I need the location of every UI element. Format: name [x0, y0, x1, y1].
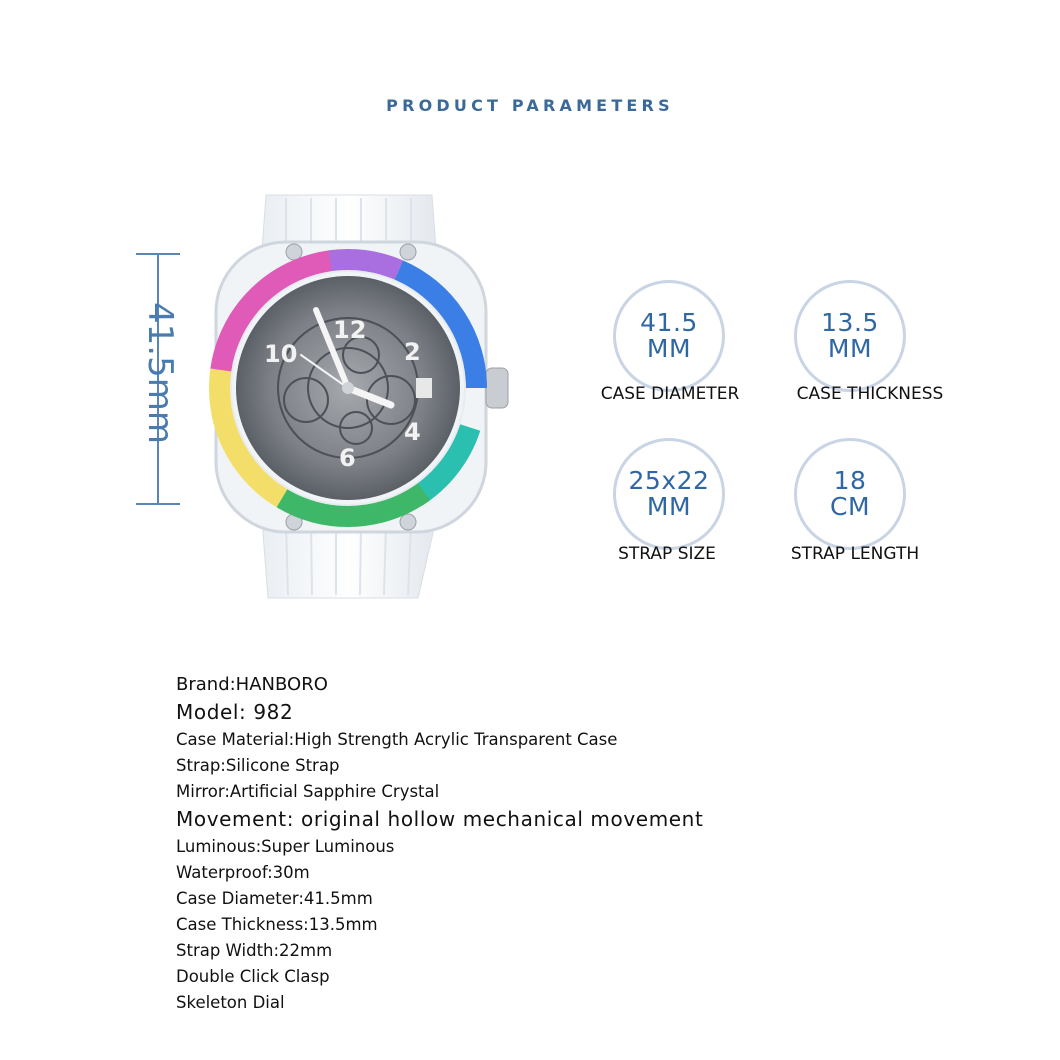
param-circle-strap-length — [794, 438, 906, 550]
param-unit: MM — [646, 334, 692, 363]
spec-strap: Strap:Silicone Strap — [176, 756, 340, 775]
param-value: 13.5 — [821, 308, 879, 337]
spec-movement: Movement: original hollow mechanical movement — [176, 807, 704, 831]
param-value: 41.5 — [640, 308, 698, 337]
dial-numeral-4: 4 — [404, 418, 421, 446]
param-value: 18 — [833, 466, 867, 495]
param-circle-strap-size — [613, 438, 725, 550]
spec-case-thickness: Case Thickness:13.5mm — [176, 915, 378, 934]
param-circle-case-diameter — [613, 280, 725, 392]
spec-dial: Skeleton Dial — [176, 993, 285, 1012]
param-value: 25x22 — [628, 466, 710, 495]
watch-image — [136, 190, 536, 600]
param-label-strap-size: STRAP SIZE — [618, 544, 716, 564]
dial-numeral-12: 12 — [333, 316, 367, 344]
param-label-case-diameter: CASE DIAMETER — [600, 384, 740, 404]
spec-list — [176, 672, 876, 1016]
spec-model: Model: 982 — [176, 700, 294, 724]
spec-luminous: Luminous:Super Luminous — [176, 837, 395, 856]
dimension-label: 41.5mm — [140, 302, 180, 444]
dial-numeral-2: 2 — [404, 338, 421, 366]
param-label-strap-length: STRAP LENGTH — [790, 544, 920, 564]
spec-case-material: Case Material:High Strength Acrylic Transparent Case — [176, 730, 618, 749]
param-circle-case-thickness — [794, 280, 906, 392]
spec-mirror: Mirror:Artificial Sapphire Crystal — [176, 782, 440, 801]
spec-brand: Brand:HANBORO — [176, 674, 328, 695]
param-unit: CM — [829, 492, 871, 521]
spec-waterproof: Waterproof:30m — [176, 863, 310, 882]
page-title: PRODUCT PARAMETERS — [386, 96, 674, 115]
param-unit: MM — [646, 492, 692, 521]
dial-numeral-10: 10 — [264, 340, 298, 368]
param-label-case-thickness: CASE THICKNESS — [796, 384, 944, 404]
dial-numeral-6: 6 — [339, 444, 356, 472]
param-unit: MM — [827, 334, 873, 363]
spec-clasp: Double Click Clasp — [176, 967, 330, 986]
spec-strap-width: Strap Width:22mm — [176, 941, 333, 960]
spec-case-diameter: Case Diameter:41.5mm — [176, 889, 373, 908]
